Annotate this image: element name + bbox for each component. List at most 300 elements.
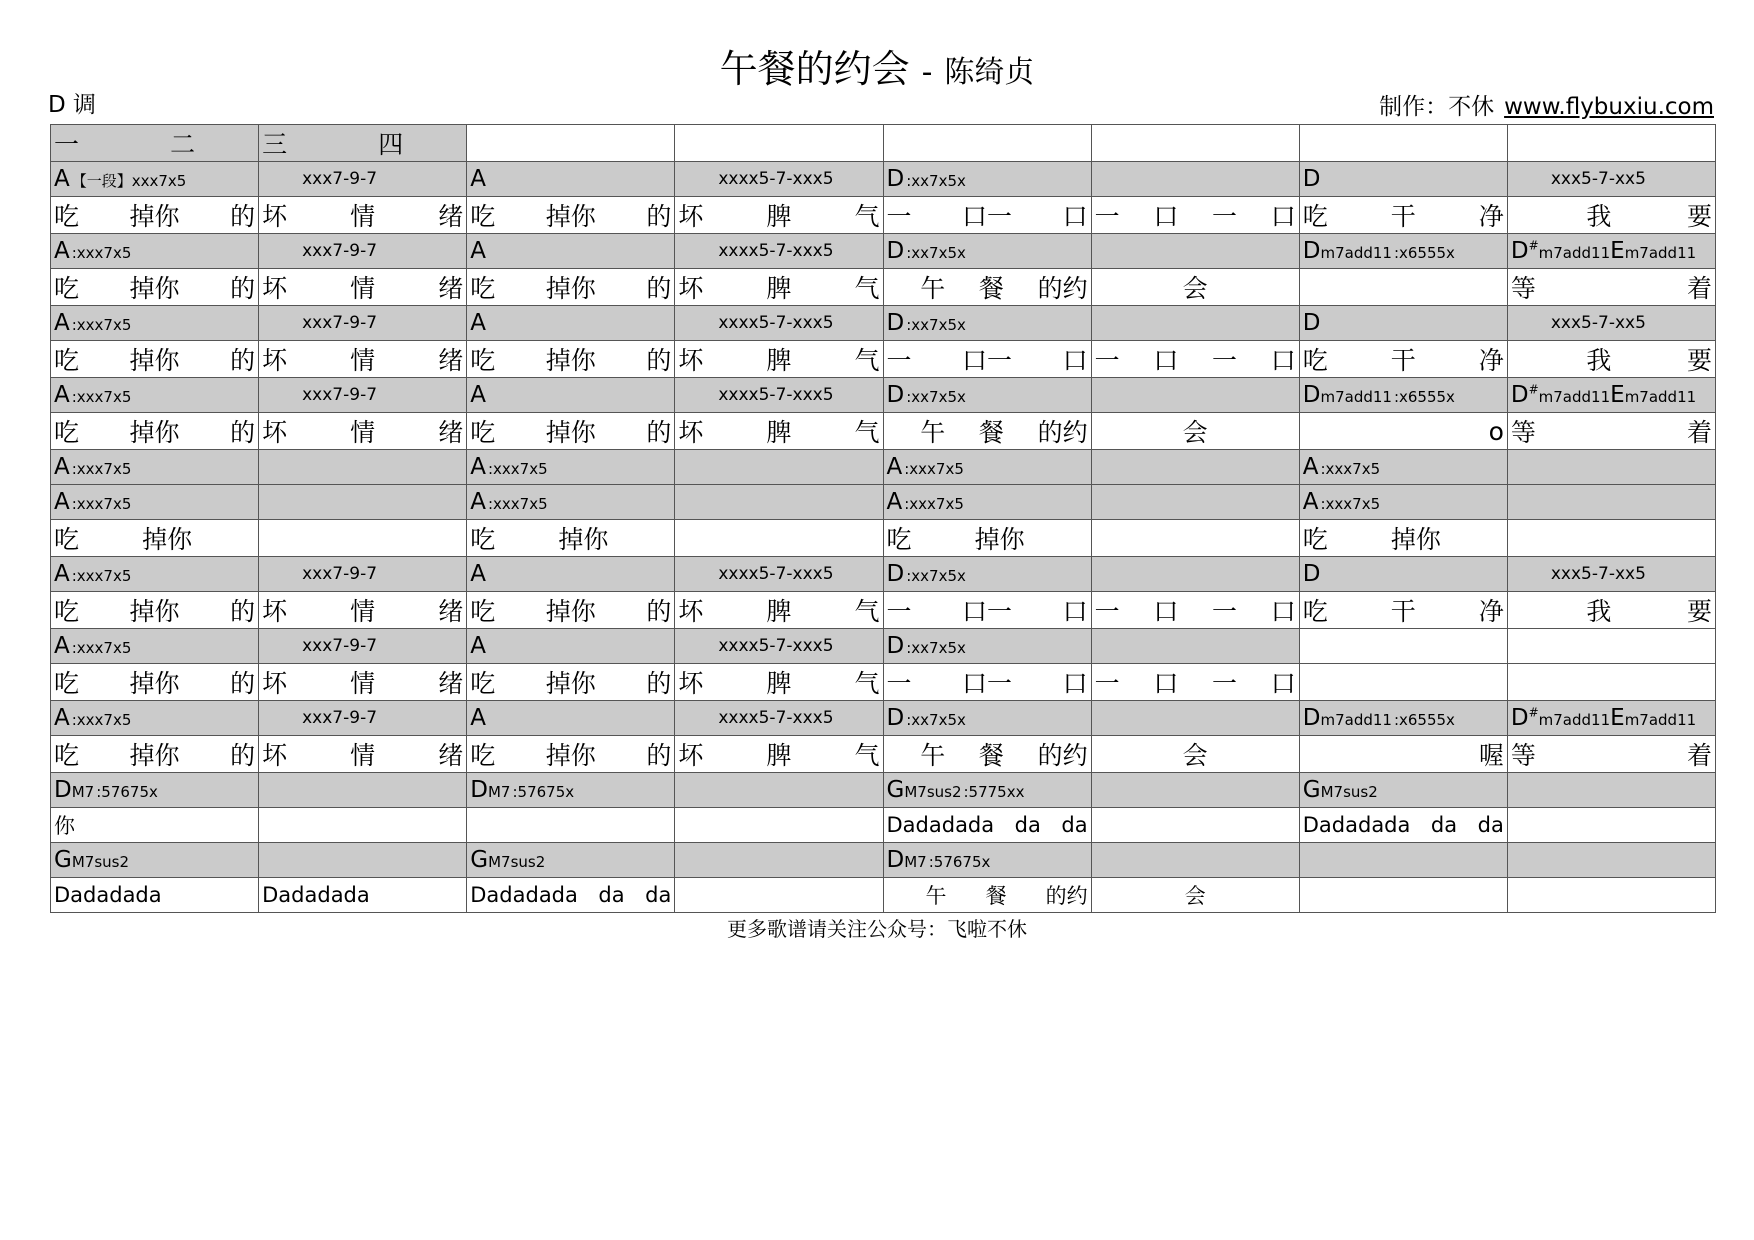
tab-fingering: xxxx5-7-xxx5 — [718, 708, 834, 728]
lyric-word: 情 — [350, 597, 376, 626]
lyric-word: da — [1430, 813, 1458, 837]
sheet-row-lyric — [51, 664, 1716, 701]
sheet-cell — [1091, 843, 1299, 878]
lyric-word: 吃 — [54, 741, 80, 770]
tab-fingering: xxx5-7-xx5 — [1550, 313, 1646, 333]
sheet-cell — [467, 485, 675, 520]
sheet-cell — [51, 736, 259, 773]
tab-fingering: xxx7-9-7 — [302, 708, 378, 728]
sheet-cell — [1091, 557, 1299, 592]
sheet-cell — [1091, 413, 1299, 450]
lyric-word: Dadadada — [1302, 813, 1411, 837]
lyric-word: 坏 — [262, 418, 288, 447]
lyric-cell — [54, 269, 255, 305]
chord-quality: M7sus2 — [1320, 783, 1378, 801]
sheet-row-lyric — [51, 520, 1716, 557]
sheet-cell — [1091, 592, 1299, 629]
chord-symbol — [54, 454, 255, 480]
chord-symbol — [887, 489, 1088, 515]
sheet-cell — [675, 736, 883, 773]
lyric-cell — [1303, 813, 1504, 837]
lyric-cell — [1303, 592, 1504, 628]
sheet-row-chord — [51, 843, 1716, 878]
sheet-cell — [259, 808, 467, 843]
lyric-cell — [1095, 736, 1296, 772]
lyric-word: 坏 — [262, 346, 288, 375]
lyric-word: 等 — [1510, 741, 1536, 770]
chord-fingering: :x6555x — [1393, 711, 1455, 729]
chord-sharp: # — [1528, 382, 1539, 397]
chord-symbol — [887, 847, 1088, 873]
lyric-word: 吃 — [54, 669, 80, 698]
lyric-word: 的 — [230, 274, 256, 303]
lyric-word: 的 — [230, 741, 256, 770]
lyric-word: 口 — [1153, 346, 1179, 375]
lyric-word: 坏 — [262, 669, 288, 698]
lyric-word: 口 — [1153, 669, 1179, 698]
lyric-word: 掉你 — [545, 274, 596, 303]
lyric-cell — [470, 736, 671, 772]
lyric-word: 餐 — [985, 884, 1007, 908]
chord-symbol — [54, 561, 255, 587]
lyric-word: 掉你 — [1390, 525, 1441, 554]
lyric-word: 净 — [1478, 597, 1504, 626]
chord-root: A — [54, 238, 70, 264]
lyric-cell — [54, 413, 255, 449]
sheet-cell — [1507, 592, 1715, 629]
lyric-word: 要 — [1686, 597, 1712, 626]
chord-root: A — [886, 489, 903, 515]
chord-quality: M7 — [71, 783, 95, 801]
sheet-cell — [1091, 701, 1299, 736]
chord-fingering: :57675x — [512, 783, 575, 801]
lyric-word: 掉你 — [545, 418, 596, 447]
lyric-cell — [1511, 413, 1712, 449]
tab-fingering: xxx5-7-xx5 — [1550, 564, 1646, 584]
chord-root: D — [1302, 310, 1321, 336]
sheet-cell — [1091, 234, 1299, 269]
lyric-cell — [1303, 736, 1504, 772]
sheet-cell — [259, 413, 467, 450]
chord-root: A — [54, 166, 70, 192]
lyric-word: 会 — [1184, 884, 1206, 908]
lyric-word: 吃 — [470, 597, 496, 626]
lyric-word: 吃 — [1302, 346, 1328, 375]
lyric-word: 吃 — [886, 525, 912, 554]
chord-fingering: :x6555x — [1393, 388, 1455, 406]
lyric-word: 要 — [1686, 202, 1712, 231]
sheet-cell — [883, 306, 1091, 341]
sheet-cell — [467, 629, 675, 664]
sheet-cell — [1507, 878, 1715, 913]
sheet-cell — [1299, 629, 1507, 664]
chord-root: A — [470, 310, 486, 336]
chord-root: A — [470, 489, 486, 515]
lyric-word: 脾 — [766, 669, 792, 698]
lyric-word: da — [598, 883, 625, 907]
tab-fingering: xxx7-9-7 — [302, 636, 378, 656]
sheet-cell — [51, 701, 259, 736]
chord-root: D — [54, 777, 72, 803]
lyric-word: 气 — [854, 274, 880, 303]
chord-root: D — [886, 561, 905, 587]
sheet-cell — [1091, 306, 1299, 341]
sheet-cell — [259, 664, 467, 701]
lyric-word: 口一 — [962, 202, 1013, 231]
lyric-word: 掉你 — [129, 202, 180, 231]
maker-url-link[interactable]: www.flybuxiu.com — [1504, 94, 1714, 120]
lyric-word: 口 — [1270, 346, 1296, 375]
tab-fingering: xxxx5-7-xxx5 — [718, 241, 834, 261]
chord-root: G — [886, 777, 905, 803]
chord-symbol — [887, 777, 1088, 803]
lyric-word: 会 — [1182, 418, 1208, 447]
chord-fingering: :xxx7x5 — [1320, 460, 1381, 478]
chord-symbol — [1511, 382, 1712, 408]
sheet-row-chord — [51, 450, 1716, 485]
lyric-word: 气 — [854, 741, 880, 770]
lyric-word: 气 — [854, 202, 880, 231]
tab-fingering: xxxx5-7-xxx5 — [718, 564, 834, 584]
chord-symbol — [470, 454, 671, 480]
chord-symbol — [54, 633, 255, 659]
tab-fingering: xxxx5-7-xxx5 — [718, 385, 834, 405]
lyric-word: 净 — [1478, 346, 1504, 375]
lyric-word: 坏 — [678, 669, 704, 698]
chord-root: A — [886, 454, 903, 480]
chord-root: E — [1610, 238, 1625, 264]
sheet-cell — [1299, 592, 1507, 629]
sheet-cell — [883, 520, 1091, 557]
sheet-row-chord — [51, 162, 1716, 197]
lyric-cell — [54, 197, 255, 233]
lyric-word: 掉你 — [129, 346, 180, 375]
lyric-word: 我 — [1586, 597, 1612, 626]
lyric-word: 一 — [1094, 669, 1120, 698]
chord-symbol — [1511, 238, 1712, 264]
lyric-cell — [887, 341, 1088, 377]
sheet-cell — [675, 773, 883, 808]
chord-fingering: :xxx7x5 — [71, 460, 132, 478]
sheet-cell — [51, 557, 259, 592]
chord-quality: m7add11 — [1320, 711, 1392, 729]
lyric-cell — [887, 813, 1088, 837]
lyric-word: 口 — [1062, 346, 1088, 375]
lyric-word: Dadadada — [54, 883, 162, 907]
lyric-cell — [262, 269, 463, 305]
lyric-word: 等 — [1510, 418, 1536, 447]
chord-fingering: :xxx7x5 — [71, 244, 132, 262]
lyric-cell — [262, 736, 463, 772]
chord-root: D — [1302, 382, 1321, 408]
chord-quality: m7add11 — [1538, 711, 1611, 729]
sheet-cell — [467, 557, 675, 592]
lyric-word: 一 — [1094, 202, 1120, 231]
sheet-cell — [1507, 701, 1715, 736]
lyric-word: 干 — [1390, 597, 1416, 626]
chord-symbol — [470, 847, 671, 873]
chord-root: D — [886, 705, 905, 731]
sheet-cell — [1091, 125, 1299, 162]
sheet-cell — [883, 701, 1091, 736]
sheet-cell — [1507, 162, 1715, 197]
chord-symbol — [470, 561, 671, 587]
lyric-cell — [1095, 413, 1296, 449]
chord-root: G — [470, 847, 489, 873]
lyric-word: 吃 — [470, 202, 496, 231]
chord-quality: M7sus2 — [71, 853, 129, 871]
sheet-cell — [883, 843, 1091, 878]
lyric-word: 吃 — [54, 346, 80, 375]
lyric-word: 口一 — [962, 346, 1013, 375]
lyric-word: 会 — [1182, 741, 1208, 770]
chord-symbol — [1511, 705, 1712, 731]
sheet-cell — [1299, 701, 1507, 736]
chord-root: A — [470, 166, 486, 192]
lyric-word: 掉你 — [142, 525, 193, 554]
lyric-cell — [1303, 197, 1504, 233]
chord-quality: m7add11 — [1538, 388, 1611, 406]
lyric-word: 的约 — [1037, 741, 1088, 770]
tab-fingering: xxx7-9-7 — [302, 385, 378, 405]
chord-fingering: :x6555x — [1393, 244, 1455, 262]
lyric-word: 吃 — [470, 669, 496, 698]
lyric-word: 要 — [1686, 346, 1712, 375]
chord-symbol — [887, 633, 1088, 659]
lyric-word: da — [1014, 813, 1041, 837]
sheet-cell — [467, 197, 675, 234]
chord-root: G — [1302, 777, 1321, 803]
lyric-word: 绪 — [438, 669, 464, 698]
chord-root: A — [54, 705, 70, 731]
sheet-row-chord — [51, 629, 1716, 664]
chord-fingering: :xx7x5x — [906, 388, 966, 406]
sheet-cell — [675, 269, 883, 306]
lyric-word: 坏 — [678, 741, 704, 770]
lyric-word: 掉你 — [545, 597, 596, 626]
lyric-word: 脾 — [766, 274, 792, 303]
sheet-cell — [1091, 664, 1299, 701]
sheet-cell — [1091, 269, 1299, 306]
chord-quality: m7add11 — [1624, 711, 1697, 729]
chord-symbol — [470, 166, 671, 192]
lyric-word: 的 — [230, 597, 256, 626]
sheet-cell — [675, 592, 883, 629]
lyric-word: 会 — [1182, 274, 1208, 303]
sheet-cell — [1299, 234, 1507, 269]
chord-symbol — [1303, 310, 1504, 336]
sheet-row-chord — [51, 485, 1716, 520]
lyric-word: 等 — [1510, 274, 1536, 303]
lyric-word: 掉你 — [545, 346, 596, 375]
sheet-cell — [51, 162, 259, 197]
sheet-cell — [883, 592, 1091, 629]
lyric-word: 的 — [230, 346, 256, 375]
sheet-cell — [1299, 520, 1507, 557]
lyric-cell — [1303, 520, 1504, 556]
sheet-cell — [467, 234, 675, 269]
lyric-cell — [54, 810, 255, 840]
sheet-cell — [1507, 736, 1715, 773]
beat-labels — [262, 125, 463, 161]
lyric-word: 坏 — [262, 274, 288, 303]
chord-symbol — [470, 777, 671, 803]
chord-quality: M7sus2 — [488, 853, 546, 871]
lyric-word: 餐 — [978, 418, 1004, 447]
lyric-cell — [1303, 341, 1504, 377]
lyric-word: da — [1061, 813, 1088, 837]
chord-symbol — [470, 705, 671, 731]
lyric-word: 坏 — [678, 346, 704, 375]
sheet-cell — [883, 125, 1091, 162]
lyric-cell — [678, 592, 879, 628]
lyric-cell — [54, 736, 255, 772]
lyric-cell — [678, 269, 879, 305]
lyric-word: 坏 — [262, 597, 288, 626]
sheet-row-lyric — [51, 197, 1716, 234]
lyric-word: 口 — [1062, 669, 1088, 698]
sheet-cell — [259, 736, 467, 773]
lyric-word: 午 — [925, 884, 947, 908]
sheet-cell — [467, 773, 675, 808]
sheet-cell — [259, 520, 467, 557]
chord-quality: M7sus2 — [904, 783, 962, 801]
sheet-cell — [259, 629, 467, 664]
lyric-cell — [54, 883, 255, 907]
chord-quality: m7add11 — [1320, 244, 1392, 262]
tab-fingering: xxxx5-7-xxx5 — [718, 636, 834, 656]
chord-root: D — [1302, 166, 1321, 192]
tab-fingering: xxx7-9-7 — [302, 241, 378, 261]
lyric-word: Dadadada — [262, 883, 370, 907]
sheet-cell — [1091, 197, 1299, 234]
sheet-cell — [675, 520, 883, 557]
lyric-word: 口 — [1062, 202, 1088, 231]
chord-symbol — [887, 166, 1088, 192]
lyric-word: 我 — [1586, 346, 1612, 375]
chord-quality: M7 — [487, 783, 511, 801]
sheet-cell — [51, 234, 259, 269]
chord-fingering: :57675x — [96, 783, 158, 801]
lyric-word: 的 — [230, 669, 256, 698]
lyric-word: da — [1477, 813, 1504, 837]
beat-label: 三 — [262, 130, 288, 159]
chord-fingering: :xxx7x5 — [71, 316, 132, 334]
lyric-cell — [678, 341, 879, 377]
lyric-word: 绪 — [438, 274, 464, 303]
chord-symbol — [470, 489, 671, 515]
chord-root: A — [54, 489, 70, 515]
chord-root: D — [1510, 382, 1529, 408]
chord-root: D — [1302, 705, 1321, 731]
lyric-cell — [470, 520, 671, 556]
sheet-cell — [1507, 557, 1715, 592]
lyric-word: 的 — [646, 669, 672, 698]
tab-fingering: xxxx5-7-xxx5 — [718, 313, 834, 333]
lyric-word: 你 — [54, 814, 75, 838]
sheet-cell — [1091, 485, 1299, 520]
tab-fingering: xxxx5-7-xxx5 — [718, 169, 834, 189]
sheet-cell — [1299, 843, 1507, 878]
chord-root: D — [1302, 238, 1321, 264]
sheet-cell — [883, 197, 1091, 234]
sheet-cell — [259, 843, 467, 878]
sheet-row-chord — [51, 378, 1716, 413]
sheet-cell — [259, 306, 467, 341]
sheet-cell — [1091, 773, 1299, 808]
lyric-word: 一 — [1212, 346, 1238, 375]
chord-fingering: :xxx7x5 — [904, 460, 964, 478]
lyric-word: 一 — [1212, 669, 1238, 698]
chord-fingering: :xxx7x5 — [71, 639, 132, 657]
lyric-word: 的 — [230, 418, 256, 447]
lyric-cell — [470, 269, 671, 305]
sheet-cell — [675, 341, 883, 378]
lyric-word: 掉你 — [129, 741, 180, 770]
sheet-cell — [467, 378, 675, 413]
sheet-cell — [1091, 808, 1299, 843]
sheet-row-chord — [51, 234, 1716, 269]
lyric-word: 一 — [886, 669, 912, 698]
chord-sharp: # — [1528, 238, 1539, 253]
sheet-cell — [1507, 197, 1715, 234]
lyric-cell — [1095, 880, 1296, 910]
chord-root: D — [1510, 238, 1529, 264]
lyric-cell — [470, 664, 671, 700]
beat-label: 四 — [378, 130, 404, 159]
lyric-word: 餐 — [978, 274, 1004, 303]
sheet-cell — [883, 808, 1091, 843]
chord-quality: m7add11 — [1624, 244, 1697, 262]
lyric-cell — [1095, 269, 1296, 305]
chord-fingering: 【一段】xxx7x5 — [71, 172, 187, 190]
tab-fingering: xxx7-9-7 — [302, 169, 378, 189]
sheet-cell — [467, 306, 675, 341]
lyric-word: 吃 — [54, 202, 80, 231]
chord-root: A — [54, 454, 70, 480]
sheet-cell — [883, 378, 1091, 413]
chord-root: A — [54, 310, 70, 336]
lyric-word: 的 — [230, 202, 256, 231]
sheet-cell — [467, 341, 675, 378]
chord-symbol — [887, 382, 1088, 408]
sheet-row-chord — [51, 773, 1716, 808]
lyric-word: 情 — [350, 669, 376, 698]
sheet-row-lyric — [51, 736, 1716, 773]
lyric-cell — [1095, 664, 1296, 700]
chord-symbol — [470, 382, 671, 408]
lyric-cell — [887, 520, 1088, 556]
sheet-cell — [675, 306, 883, 341]
chord-symbol — [887, 561, 1088, 587]
chord-root: E — [1610, 705, 1625, 731]
sheet-cell — [1299, 773, 1507, 808]
lyric-word: 脾 — [766, 597, 792, 626]
lyric-word: 的约 — [1045, 884, 1088, 908]
sheet-cell — [883, 485, 1091, 520]
sheet-cell — [675, 197, 883, 234]
chord-root: E — [1610, 382, 1625, 408]
sheet-cell — [1507, 773, 1715, 808]
sheet-cell — [51, 520, 259, 557]
lyric-cell — [470, 592, 671, 628]
lyric-cell — [54, 592, 255, 628]
lyric-word: 着 — [1686, 741, 1712, 770]
sheet-cell — [1299, 485, 1507, 520]
sheet-cell — [883, 736, 1091, 773]
chord-fingering: :xxx7x5 — [1320, 495, 1381, 513]
lyric-word: 绪 — [438, 597, 464, 626]
